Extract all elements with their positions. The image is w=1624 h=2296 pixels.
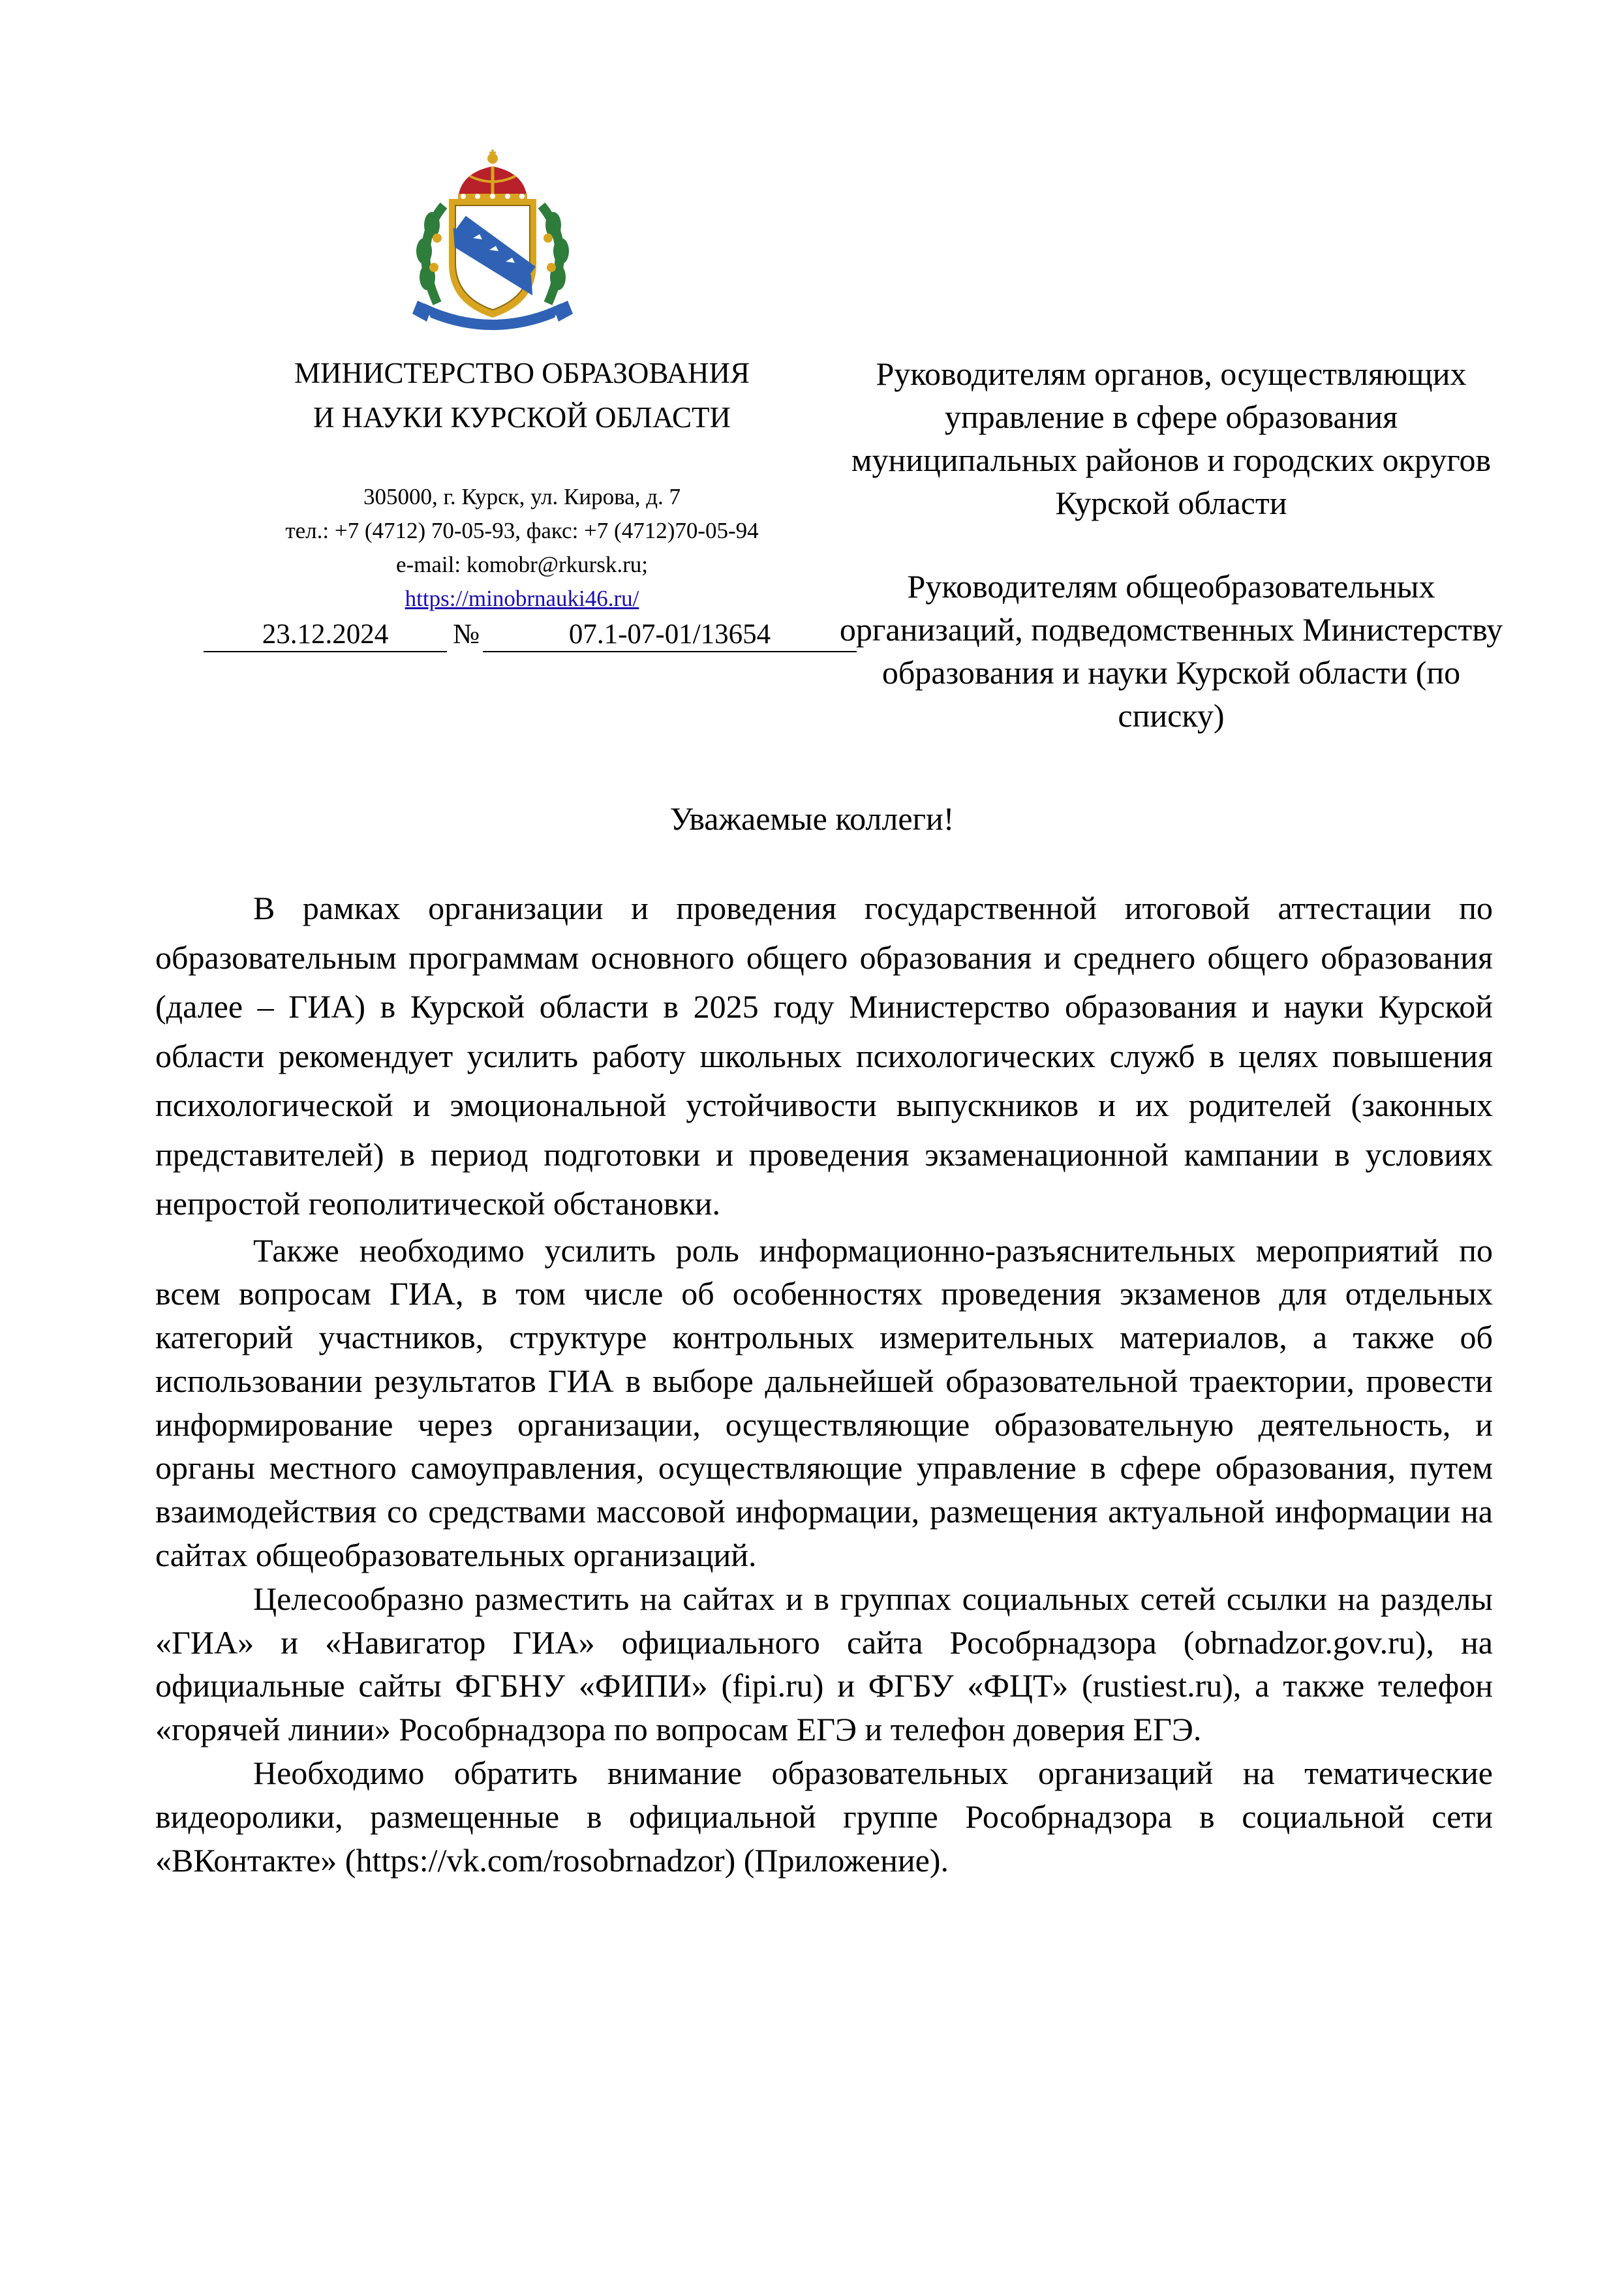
body-paragraph-3: Целесообразно разместить на сайтах и в группах социальных сетей ссылки на разделы «ГИА» и «Навигатор ГИА» официального сайта Рособрнадзора (obrnadzor.gov.ru), на официальные сайты ФГБНУ «ФИПИ» (fipi.ru) и ФГБУ «ФЦТ» (rustiest.ru), а также телефон «горячей линии» Рособрнадзора по вопросам ЕГЭ и телефон доверия ЕГЭ. <box>155 1580 1493 1748</box>
phone-fax: тел.: +7 (4712) 70-05-93, факс: +7 (4712)70-05-94 <box>285 518 759 543</box>
registration-line <box>204 614 856 655</box>
registration-number: 07.1-07-01/13654 <box>483 614 857 652</box>
greeting: Уважаемые коллеги! <box>669 800 955 837</box>
letter-body <box>155 884 1493 1882</box>
registration-date: 23.12.2024 <box>204 614 447 652</box>
body-paragraph-1: В рамках организации и проведения государственной итоговой аттестации по образовательным программам основного общего образования и среднего общего образования (далее – ГИА) в Курской области в 2025 году Министерство образования и науки Курской области рекомендует усилить работу школьных психологических служб в целях повышения психологической и эмоциональной устойчивости выпускников и их родителей (законных представителей) в период подготовки и проведения экзаменационной кампании в условиях непростой геополитической обстановки. <box>155 890 1493 1222</box>
number-sign: № <box>453 619 480 650</box>
coat-of-arms-emblem <box>398 147 587 336</box>
recipient-group-schools: Руководителям общеобразовательных организаций, подведомственных Министерству образования и науки Курской области (по списку) <box>839 568 1503 734</box>
organization-name-line2: И НАУКИ КУРСКОЙ ОБЛАСТИ <box>313 401 731 434</box>
recipients-block <box>829 352 1514 737</box>
sender-contacts <box>196 480 848 616</box>
postal-address: 305000, г. Курск, ул. Кирова, д. 7 <box>363 484 681 509</box>
body-paragraph-2: Также необходимо усилить роль информационно-разъяснительных мероприятий по всем вопросам ГИА, в том числе об особенностях проведения экзаменов для отдельных категорий участников, структуре контрольных измерительных материалов, а также об использовании результатов ГИА в выборе дальнейшей образовательной траектории, провести информирование через организации, осуществляющие образовательную деятельность, и органы местного самоуправления, осуществляющие управление в сфере образования, путем взаимодействия со средствами массовой информации, размещения актуальной информации на сайтах общеобразовательных организаций. <box>155 1231 1493 1574</box>
email-address: e-mail: komobr@rkursk.ru; <box>395 552 649 577</box>
body-paragraph-4: Необходимо обратить внимание образовательных организаций на тематические видеоролики, размещенные в официальной группе Рособрнадзора в социальной сети «ВКонтакте» (https://vk.com/rosobrnadzor) (Приложение). <box>155 1755 1493 1879</box>
sender-block <box>196 351 848 616</box>
organization-name-line1: МИНИСТЕРСТВО ОБРАЗОВАНИЯ <box>294 357 750 389</box>
website-link[interactable]: https://minobrnauki46.ru/ <box>405 586 639 611</box>
organization-name <box>196 351 848 440</box>
recipient-group-municipal: Руководителям органов, осуществляющих управление в сфере образования муниципальных районов и городских округов Курской области <box>851 355 1492 521</box>
